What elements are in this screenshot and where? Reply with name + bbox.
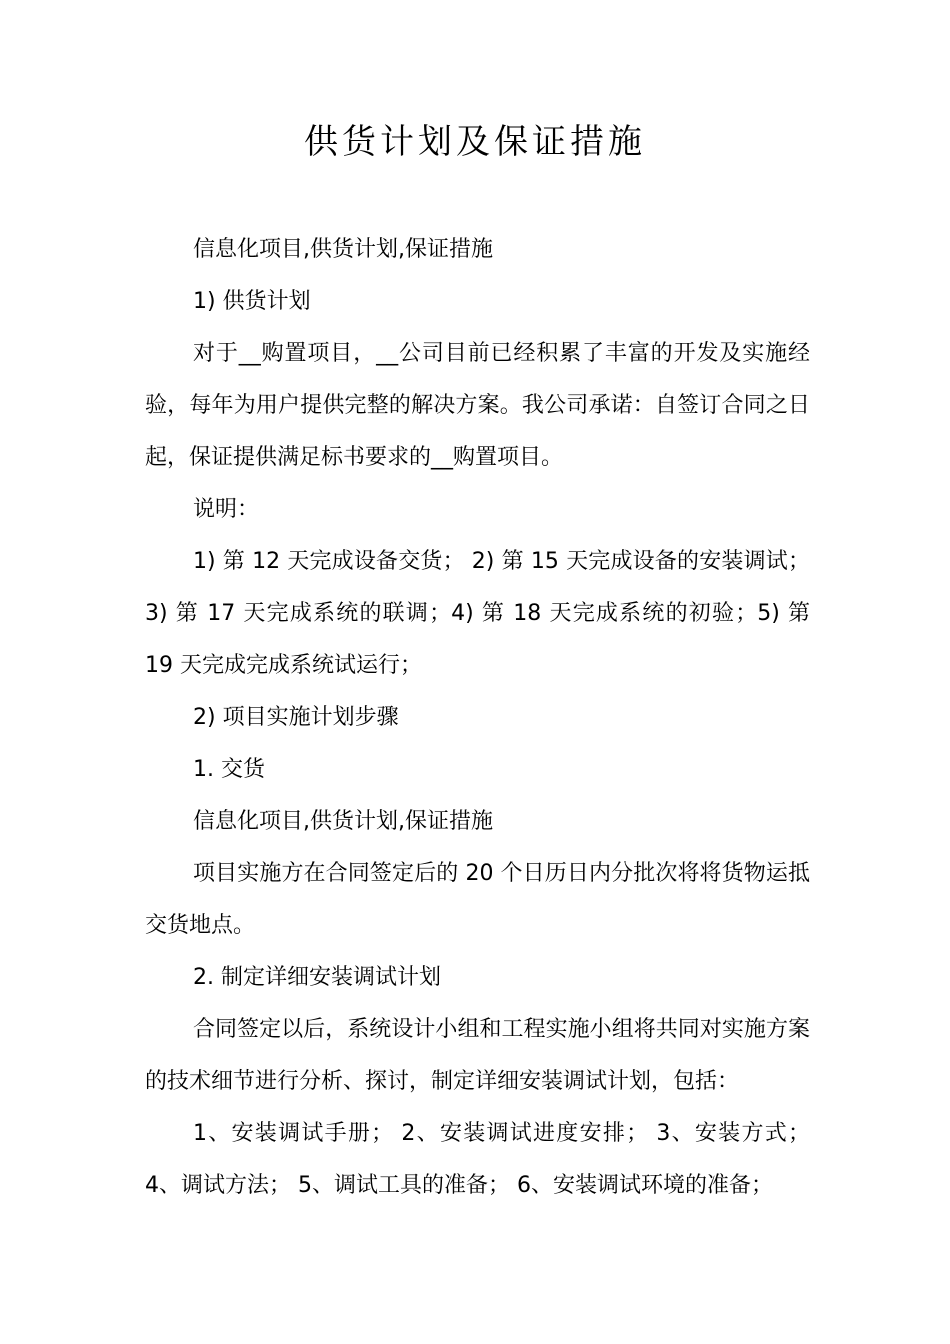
- paragraph-section-2-heading: 2) 项目实施计划步骤: [193, 705, 399, 730]
- paragraph-section-1-heading: 1) 供货计划: [193, 289, 311, 314]
- paragraph-plan-items: 1、安装调试手册； 2、安装调试进度安排； 3、安装方式；4、调试方法； 5、调试工具的准备； 6、安装调试环境的准备；: [145, 1121, 810, 1198]
- paragraph-step-1-heading: 1. 交货: [193, 757, 265, 782]
- paragraph-commitment: 对于__购置项目，__公司目前已经积累了丰富的开发及实施经验，每年为用户提供完整的解决方案。我公司承诺：自签订合同之日起，保证提供满足标书要求的__购置项目。: [145, 341, 810, 470]
- paragraph-delivery: 项目实施方在合同签定后的 20 个日历日内分批次将将货物运抵交货地点。: [145, 861, 810, 938]
- paragraph-schedule: 1) 第 12 天完成设备交货； 2) 第 15 天完成设备的安装调试；3) 第 17 天完成系统的联调；4) 第 18 天完成系统的初验；5) 第 19 天完成完成系统试运行；: [145, 549, 810, 678]
- paragraph-keywords-repeat: 信息化项目,供货计划,保证措施: [193, 809, 493, 834]
- paragraph-explanation-label: 说明：: [193, 497, 260, 522]
- paragraph-keywords: 信息化项目,供货计划,保证措施: [193, 237, 493, 262]
- paragraph-step-2-heading: 2. 制定详细安装调试计划: [193, 965, 441, 990]
- paragraph-installation-plan: 合同签定以后，系统设计小组和工程实施小组将共同对实施方案的技术细节进行分析、探讨，制定详细安装调试计划，包括：: [145, 1017, 810, 1094]
- document-title: 供货计划及保证措施: [304, 122, 646, 162]
- document-body: [145, 224, 810, 1212]
